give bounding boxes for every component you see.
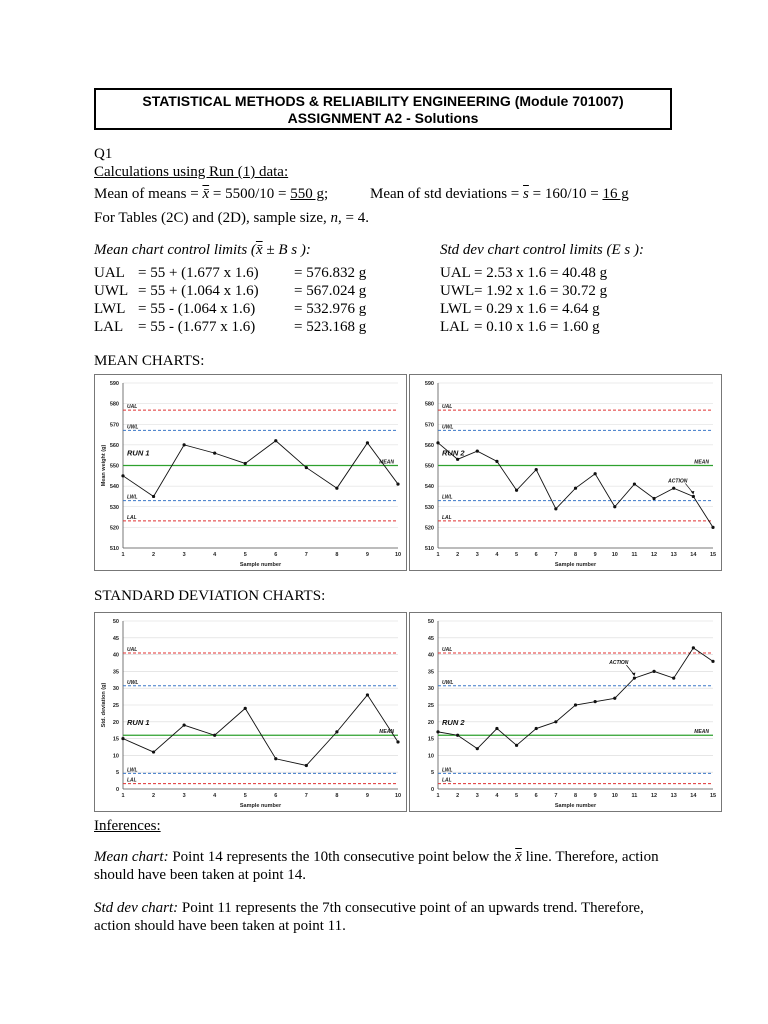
y-tick-label: 560 bbox=[109, 442, 119, 449]
data-point bbox=[183, 443, 186, 446]
x-tick-label: 10 bbox=[611, 552, 618, 558]
data-point bbox=[594, 472, 597, 475]
data-point bbox=[652, 497, 655, 500]
y-tick-label: 5 bbox=[115, 770, 119, 777]
tables-suffix: , = 4. bbox=[338, 210, 370, 226]
y-tick-label: 50 bbox=[427, 619, 434, 625]
y-tick-label: 590 bbox=[109, 381, 119, 387]
control-line-label: LWL bbox=[442, 494, 453, 501]
data-point bbox=[274, 757, 277, 760]
x-tick-label: 7 bbox=[304, 793, 308, 799]
control-line-label: UAL bbox=[442, 404, 453, 411]
control-line-label: MEAN bbox=[379, 729, 394, 736]
x-tick-label: 3 bbox=[475, 552, 479, 558]
data-point bbox=[515, 489, 518, 492]
x-tick-label: 10 bbox=[394, 793, 402, 799]
data-point bbox=[652, 670, 655, 673]
x-tick-label: 9 bbox=[365, 552, 369, 558]
sd-limit-name: LWL bbox=[440, 301, 472, 317]
mean-of-sd-expr: = 160/10 = bbox=[528, 186, 603, 202]
data-series-line bbox=[123, 695, 398, 766]
x-tick-label: 15 bbox=[709, 793, 717, 799]
y-tick-label: 5 bbox=[430, 770, 434, 777]
y-tick-label: 570 bbox=[424, 422, 434, 429]
control-line-label: UAL bbox=[127, 404, 138, 411]
run-label: RUN 1 bbox=[127, 448, 150, 458]
data-point bbox=[535, 727, 538, 730]
x-tick-label: 5 bbox=[243, 552, 247, 558]
x-tick-label: 7 bbox=[554, 793, 558, 799]
control-line-label: LAL bbox=[442, 514, 452, 521]
data-point bbox=[633, 482, 636, 485]
x-tick-label: 11 bbox=[631, 552, 638, 558]
x-tick-label: 6 bbox=[534, 552, 538, 558]
x-axis-label: Sample number bbox=[239, 803, 282, 809]
x-tick-label: 8 bbox=[573, 793, 578, 799]
mean-of-means-line bbox=[94, 185, 328, 203]
x-tick-label: 10 bbox=[394, 552, 402, 558]
data-point bbox=[366, 693, 369, 696]
y-tick-label: 40 bbox=[112, 652, 119, 659]
data-point bbox=[396, 740, 399, 743]
x-tick-label: 2 bbox=[456, 552, 460, 558]
mean-inference-text-b: line. Therefore, action bbox=[521, 849, 659, 865]
x-tick-label: 4 bbox=[213, 793, 217, 799]
sd-chart-run1-svg bbox=[95, 613, 406, 811]
data-point bbox=[305, 466, 308, 469]
x-tick-label: 5 bbox=[243, 793, 247, 799]
data-point bbox=[711, 660, 714, 663]
data-point bbox=[672, 677, 675, 680]
sd-heading-sym: E s bbox=[611, 242, 631, 258]
mean-limits-heading bbox=[94, 241, 311, 259]
data-point bbox=[535, 468, 538, 471]
mean-limit-expr: = 55 - (1.677 x 1.6) bbox=[138, 319, 256, 335]
x-tick-label: 7 bbox=[304, 552, 308, 558]
mean-heading-a: Mean chart control limits ( bbox=[94, 242, 256, 258]
sd-chart-run2 bbox=[409, 612, 722, 812]
mean-limit-expr: = 55 + (1.064 x 1.6) bbox=[138, 283, 259, 299]
data-point bbox=[436, 441, 439, 444]
y-tick-label: 20 bbox=[427, 719, 434, 726]
control-line-label: LWL bbox=[127, 767, 138, 774]
mean-of-sd-prefix: Mean of std deviations = bbox=[370, 186, 524, 202]
sbar-symbol: $\overline{s}$ bbox=[523, 186, 529, 202]
data-point bbox=[672, 487, 675, 490]
y-tick-label: 35 bbox=[427, 669, 434, 676]
mean-of-means-value: 550 g bbox=[290, 186, 324, 202]
sd-chart-run2-svg bbox=[410, 613, 721, 811]
y-axis-label: Mean weight (g) bbox=[101, 444, 107, 487]
x-axis-label: Sample number bbox=[239, 562, 282, 568]
y-tick-label: 30 bbox=[427, 686, 434, 693]
y-tick-label: 580 bbox=[109, 401, 119, 408]
sd-inference-text-a: Point 11 represents the 7th consecutive point of an upwards trend. Therefore, bbox=[178, 900, 644, 916]
y-tick-label: 30 bbox=[112, 686, 119, 693]
x-tick-label: 12 bbox=[651, 793, 658, 799]
data-point bbox=[121, 737, 124, 740]
data-point bbox=[554, 720, 557, 723]
y-tick-label: 560 bbox=[424, 442, 434, 449]
data-point bbox=[366, 441, 369, 444]
data-point bbox=[495, 460, 498, 463]
mean-inference-sym: x̄ bbox=[515, 849, 522, 865]
y-tick-label: 550 bbox=[424, 463, 434, 470]
mean-limit-result: = 532.976 g bbox=[294, 301, 367, 317]
x-tick-label: 6 bbox=[534, 793, 538, 799]
data-point bbox=[456, 734, 459, 737]
x-tick-label: 8 bbox=[335, 552, 339, 558]
x-tick-label: 3 bbox=[182, 793, 186, 799]
data-point bbox=[213, 734, 216, 737]
calc-heading: Calculations using Run (1) data: bbox=[94, 164, 289, 180]
x-tick-label: 11 bbox=[631, 793, 638, 799]
action-arrowhead bbox=[691, 491, 695, 495]
xbarbar-symbol: x̄ bbox=[202, 186, 210, 202]
run-label: RUN 2 bbox=[442, 718, 465, 728]
data-point bbox=[305, 764, 308, 767]
control-line-label: LAL bbox=[127, 514, 137, 521]
mean-limit-result: = 567.024 g bbox=[294, 283, 367, 299]
y-tick-label: 40 bbox=[427, 652, 434, 659]
action-annotation: ACTION bbox=[668, 478, 688, 485]
mean-limit-name: LWL bbox=[94, 301, 126, 317]
mean-inference-text-a: Point 14 represents the 10th consecutive point below the bbox=[168, 849, 516, 865]
action-arrowhead bbox=[632, 673, 636, 677]
mean-of-means-prefix: Mean of means = bbox=[94, 186, 203, 202]
sd-limit-expr: = 0.29 x 1.6 = 4.64 g bbox=[474, 301, 600, 317]
control-line-label: UWL bbox=[127, 679, 139, 686]
sd-limit-expr: = 2.53 x 1.6 = 40.48 g bbox=[474, 265, 608, 281]
sd-charts-heading: STANDARD DEVIATION CHARTS: bbox=[94, 588, 326, 604]
sd-limit-name: LAL bbox=[440, 319, 470, 335]
x-tick-label: 7 bbox=[554, 552, 558, 558]
x-tick-label: 14 bbox=[690, 552, 697, 558]
x-tick-label: 13 bbox=[670, 793, 677, 799]
data-point bbox=[436, 730, 439, 733]
data-point bbox=[692, 646, 695, 649]
data-point bbox=[183, 724, 186, 727]
mean-limit-name: UWL bbox=[94, 283, 129, 299]
mean-limit-name: UAL bbox=[94, 265, 125, 281]
x-tick-label: 4 bbox=[213, 552, 217, 558]
title-line-2: ASSIGNMENT A2 - Solutions bbox=[287, 110, 479, 126]
data-point bbox=[335, 487, 338, 490]
x-tick-label: 1 bbox=[436, 793, 440, 799]
data-point bbox=[476, 449, 479, 452]
data-point bbox=[633, 677, 636, 680]
run-label: RUN 1 bbox=[127, 718, 150, 728]
data-point bbox=[692, 495, 695, 498]
control-line-label: UWL bbox=[442, 679, 454, 686]
x-tick-label: 12 bbox=[651, 552, 658, 558]
n-symbol: n bbox=[330, 210, 339, 226]
control-line-label: MEAN bbox=[379, 459, 394, 466]
data-point bbox=[335, 730, 338, 733]
sd-limit-expr: = 0.10 x 1.6 = 1.60 g bbox=[474, 319, 600, 335]
x-tick-label: 3 bbox=[182, 552, 186, 558]
mean-charts-heading: MEAN CHARTS: bbox=[94, 353, 205, 369]
run-label: RUN 2 bbox=[442, 448, 465, 458]
y-tick-label: 45 bbox=[427, 635, 434, 642]
control-line-label: MEAN bbox=[694, 459, 709, 466]
data-point bbox=[613, 697, 616, 700]
y-tick-label: 15 bbox=[427, 736, 434, 743]
y-tick-label: 35 bbox=[112, 669, 119, 676]
x-tick-label: 5 bbox=[515, 793, 519, 799]
mean-chart-run1-svg bbox=[95, 375, 406, 570]
mean-chart-run1 bbox=[94, 374, 407, 571]
y-tick-label: 530 bbox=[424, 504, 434, 511]
x-tick-label: 5 bbox=[515, 552, 519, 558]
x-tick-label: 4 bbox=[495, 793, 499, 799]
x-tick-label: 15 bbox=[709, 552, 717, 558]
mean-of-means-expr: = 5500/10 = bbox=[209, 186, 291, 202]
y-tick-label: 25 bbox=[427, 703, 434, 709]
x-tick-label: 6 bbox=[274, 552, 278, 558]
mean-of-means-end: ; bbox=[323, 186, 329, 202]
y-tick-label: 45 bbox=[112, 635, 119, 642]
y-tick-label: 10 bbox=[112, 753, 119, 760]
control-line-label: LWL bbox=[442, 767, 453, 774]
control-line-label: UAL bbox=[442, 646, 453, 653]
y-tick-label: 520 bbox=[109, 525, 119, 532]
data-point bbox=[152, 750, 155, 753]
mean-limit-result: = 523.168 g bbox=[294, 319, 367, 335]
y-tick-label: 0 bbox=[115, 787, 119, 793]
data-point bbox=[244, 462, 247, 465]
y-tick-label: 50 bbox=[112, 619, 119, 625]
y-tick-label: 540 bbox=[109, 484, 119, 491]
x-tick-label: 2 bbox=[456, 793, 460, 799]
x-tick-label: 1 bbox=[121, 793, 125, 799]
data-point bbox=[574, 487, 577, 490]
y-tick-label: 570 bbox=[109, 422, 119, 429]
data-point bbox=[213, 452, 216, 455]
sd-heading-b: ): bbox=[630, 242, 645, 258]
sd-inference-line2: action should have been taken at point 11. bbox=[94, 918, 346, 934]
tables-prefix: For Tables (2C) and (2D), sample size, bbox=[94, 210, 331, 226]
mean-limit-expr: = 55 + (1.677 x 1.6) bbox=[138, 265, 259, 281]
title-line-1: STATISTICAL METHODS & RELIABILITY ENGINEERING (Module 701007) bbox=[142, 93, 624, 109]
data-point bbox=[476, 747, 479, 750]
y-tick-label: 10 bbox=[427, 753, 434, 760]
y-tick-label: 25 bbox=[112, 703, 119, 709]
mean-limit-result: = 576.832 g bbox=[294, 265, 367, 281]
control-line-label: UWL bbox=[442, 424, 454, 431]
x-tick-label: 14 bbox=[690, 793, 697, 799]
y-tick-label: 510 bbox=[424, 546, 434, 552]
mean-of-sd-value: 16 g bbox=[602, 186, 629, 202]
mean-limit-expr: = 55 - (1.064 x 1.6) bbox=[138, 301, 256, 317]
sd-inference-line1 bbox=[94, 899, 644, 917]
mean-heading-b: ± B s ): bbox=[262, 242, 311, 258]
x-tick-label: 2 bbox=[152, 793, 156, 799]
sd-limits-heading bbox=[440, 241, 644, 259]
x-tick-label: 4 bbox=[495, 552, 499, 558]
mean-chart-run2 bbox=[409, 374, 722, 571]
sd-limit-name: UWL bbox=[440, 283, 475, 299]
sd-heading-a: Std dev chart control limits ( bbox=[440, 242, 612, 258]
data-point bbox=[244, 707, 247, 710]
data-point bbox=[495, 727, 498, 730]
y-tick-label: 510 bbox=[109, 546, 119, 552]
y-tick-label: 590 bbox=[424, 381, 434, 387]
mean-chart-run2-svg bbox=[410, 375, 721, 570]
mean-heading-sym: x̄ bbox=[255, 242, 263, 258]
x-tick-label: 9 bbox=[593, 552, 597, 558]
data-point bbox=[152, 495, 155, 498]
x-tick-label: 9 bbox=[365, 793, 369, 799]
mean-inference-label: Mean chart: bbox=[94, 849, 169, 865]
control-line-label: UAL bbox=[127, 646, 138, 653]
x-axis-label: Sample number bbox=[554, 562, 597, 568]
y-tick-label: 580 bbox=[424, 401, 434, 408]
data-point bbox=[396, 482, 399, 485]
y-tick-label: 540 bbox=[424, 484, 434, 491]
data-series-line bbox=[438, 443, 713, 528]
x-tick-label: 8 bbox=[335, 793, 339, 799]
mean-inference-line1 bbox=[94, 848, 659, 866]
sd-inference-label: Std dev chart: bbox=[94, 900, 179, 916]
x-tick-label: 1 bbox=[436, 552, 440, 558]
x-tick-label: 3 bbox=[475, 793, 479, 799]
y-tick-label: 520 bbox=[424, 525, 434, 532]
data-series-line bbox=[123, 441, 398, 497]
x-tick-label: 10 bbox=[611, 793, 618, 799]
y-tick-label: 20 bbox=[112, 719, 119, 726]
y-tick-label: 0 bbox=[430, 787, 434, 793]
x-axis-label: Sample number bbox=[554, 803, 597, 809]
data-point bbox=[121, 474, 124, 477]
data-point bbox=[594, 700, 597, 703]
data-point bbox=[574, 703, 577, 706]
inferences-heading: Inferences: bbox=[94, 818, 161, 834]
y-axis-label: Std. deviation (g) bbox=[101, 682, 107, 728]
data-point bbox=[711, 526, 714, 529]
control-line-label: MEAN bbox=[694, 729, 709, 736]
action-annotation: ACTION bbox=[609, 660, 629, 667]
y-tick-label: 530 bbox=[109, 504, 119, 511]
data-point bbox=[456, 458, 459, 461]
assignment-title-box bbox=[94, 88, 672, 130]
mean-limit-name: LAL bbox=[94, 319, 124, 335]
x-tick-label: 9 bbox=[593, 793, 597, 799]
x-tick-label: 8 bbox=[573, 552, 578, 558]
x-tick-label: 6 bbox=[274, 793, 278, 799]
sd-chart-run1 bbox=[94, 612, 407, 812]
sd-limit-expr: = 1.92 x 1.6 = 30.72 g bbox=[474, 283, 608, 299]
data-point bbox=[613, 505, 616, 508]
mean-inference-line2: should have been taken at point 14. bbox=[94, 867, 307, 883]
data-point bbox=[515, 744, 518, 747]
data-series-line bbox=[438, 648, 713, 749]
question-label: Q1 bbox=[94, 146, 113, 162]
x-tick-label: 2 bbox=[152, 552, 156, 558]
control-line-label: LWL bbox=[127, 494, 138, 501]
x-tick-label: 1 bbox=[121, 552, 125, 558]
control-line-label: LAL bbox=[127, 777, 137, 784]
sd-limit-name: UAL bbox=[440, 265, 471, 281]
y-tick-label: 15 bbox=[112, 736, 119, 743]
mean-of-sd-line bbox=[370, 185, 629, 203]
control-line-label: LAL bbox=[442, 777, 452, 784]
data-point bbox=[554, 507, 557, 510]
control-line-label: UWL bbox=[127, 424, 139, 431]
y-tick-label: 550 bbox=[109, 463, 119, 470]
data-point bbox=[274, 439, 277, 442]
x-tick-label: 13 bbox=[670, 552, 677, 558]
sample-size-line bbox=[94, 209, 369, 227]
